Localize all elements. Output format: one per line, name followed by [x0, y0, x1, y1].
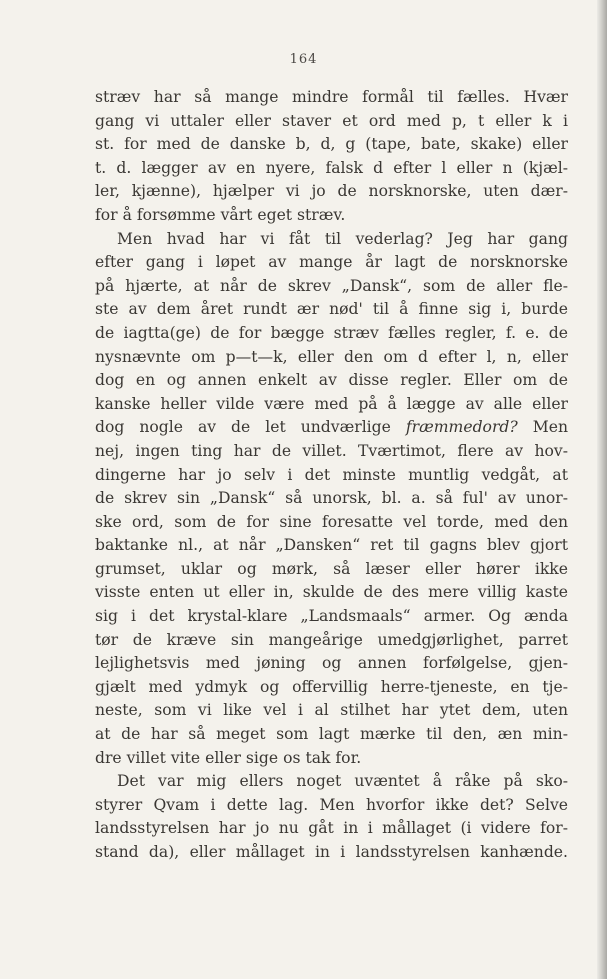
page-number: 164	[289, 52, 318, 67]
text-line-content: dog nogle av de let undværlige	[95, 418, 391, 437]
text-line-content: sig i det krystal-klare „Landsmaals“ armer. Og ænda	[95, 607, 568, 626]
text-line-content: at de har så meget som lagt mærke til den, æn min-	[95, 725, 568, 744]
text-line-content: st. for med de danske b, d, g (tape, bate, skake) eller	[95, 135, 568, 154]
text-line-content: nysnævnte om p—t—k, eller den om d efter l, n, eller	[95, 347, 568, 366]
text-line-content: Det var mig ellers noget uvæntet å råke på sko-	[117, 772, 568, 791]
italic-word: fræmmedord?	[405, 418, 518, 437]
text-line-content: efter gang i løpet av mange år lagt de norsknorske	[95, 253, 568, 272]
text-line-content: styrer Qvam i dette lag. Men hvorfor ikke det? Selve	[95, 795, 568, 814]
text-line-tail: Men	[532, 418, 568, 437]
text-line-content: ler, kjænne), hjælper vi jo de norsknorske, uten dær-	[95, 182, 568, 201]
text-line	[95, 346, 568, 370]
text-line	[95, 652, 568, 676]
text-line	[95, 298, 568, 322]
text-line	[95, 204, 568, 228]
text-line	[95, 605, 568, 629]
text-line	[95, 251, 568, 275]
text-line-content: ske ord, som de for sine foresatte vel torde, med den	[95, 512, 568, 531]
text-line	[95, 817, 568, 841]
text-line-content: gang vi uttaler eller staver et ord med p, t eller k i	[95, 111, 568, 130]
text-line	[95, 511, 568, 535]
text-line-content: dre villet vite eller sige os tak for.	[95, 748, 362, 767]
text-line	[95, 180, 568, 204]
text-line-content: dingerne har jo selv i det minste muntlig vedgåt, at	[95, 465, 568, 484]
text-line	[95, 393, 568, 417]
text-line-content: neste, som vi like vel i al stilhet har ytet dem, uten	[95, 701, 568, 720]
text-line	[95, 133, 568, 157]
text-line-content: lejlighetsvis med jøning og annen forfølgelse, gjen-	[95, 654, 568, 673]
text-line	[95, 534, 568, 558]
text-line	[95, 629, 568, 653]
text-line-content: visste enten ut eller in, skulde de des mere villig kaste	[95, 583, 568, 602]
text-line	[95, 440, 568, 464]
text-line-content: baktanke nl., at når „Dansken“ ret til gagns blev gjort	[95, 536, 568, 555]
text-line-content: ste av dem året rundt ær nød' til å finne sig i, burde	[95, 300, 568, 319]
text-line-content: grumset, uklar og mørk, så læser eller hører ikke	[95, 559, 568, 578]
text-line-content: stand da), eller mållaget in i landsstyrelsen kanhænde.	[95, 843, 568, 861]
text-line-content: de skrev sin „Dansk“ så unorsk, bl. a. så ful' av unor-	[95, 489, 568, 508]
text-line	[95, 86, 568, 110]
text-line-content: nej, ingen ting har de villet. Tværtimot, flere av hov-	[95, 441, 568, 460]
text-line-content: landsstyrelsen har jo nu gåt in i mållaget (i videre for-	[95, 819, 568, 838]
text-line-content: tør de kræve sin mangeårige umedgjørlighet, parret	[95, 630, 568, 649]
text-line	[95, 747, 568, 771]
text-line	[95, 275, 568, 299]
text-line	[95, 770, 568, 794]
text-line	[95, 464, 568, 488]
text-line-content: Men hvad har vi fåt til vederlag? Jeg har gang	[117, 229, 568, 248]
body-text	[95, 86, 568, 865]
text-line-content: kanske heller vilde være med på å lægge av alle eller	[95, 394, 568, 413]
text-line-content: dog en og annen enkelt av disse regler. Eller om de	[95, 371, 568, 390]
text-line-content: stræv har så mange mindre formål til fælles. Hvær	[95, 88, 568, 106]
text-line	[95, 369, 568, 393]
text-line-content: på hjærte, at når de skrev „Dansk“, som de aller fle-	[95, 276, 568, 295]
text-line	[95, 581, 568, 605]
text-line	[95, 841, 568, 865]
text-line	[95, 487, 568, 511]
text-line	[95, 723, 568, 747]
text-line-content: for å forsømme vårt eget stræv.	[95, 205, 346, 224]
text-line	[95, 322, 568, 346]
text-line	[95, 416, 568, 440]
text-line	[95, 228, 568, 252]
text-line	[95, 794, 568, 818]
page-edge	[597, 0, 607, 979]
text-line	[95, 699, 568, 723]
text-line-content: t. d. lægger av en nyere, falsk d efter l eller n (kjæl-	[95, 158, 568, 177]
text-line	[95, 676, 568, 700]
text-line	[95, 558, 568, 582]
text-line	[95, 110, 568, 134]
text-line-content: gjælt med ydmyk og offervillig herre-tjeneste, en tje-	[95, 677, 568, 696]
text-line-content: de iagtta(ge) de for bægge stræv fælles regler, f. e. de	[95, 323, 568, 342]
text-line	[95, 157, 568, 181]
